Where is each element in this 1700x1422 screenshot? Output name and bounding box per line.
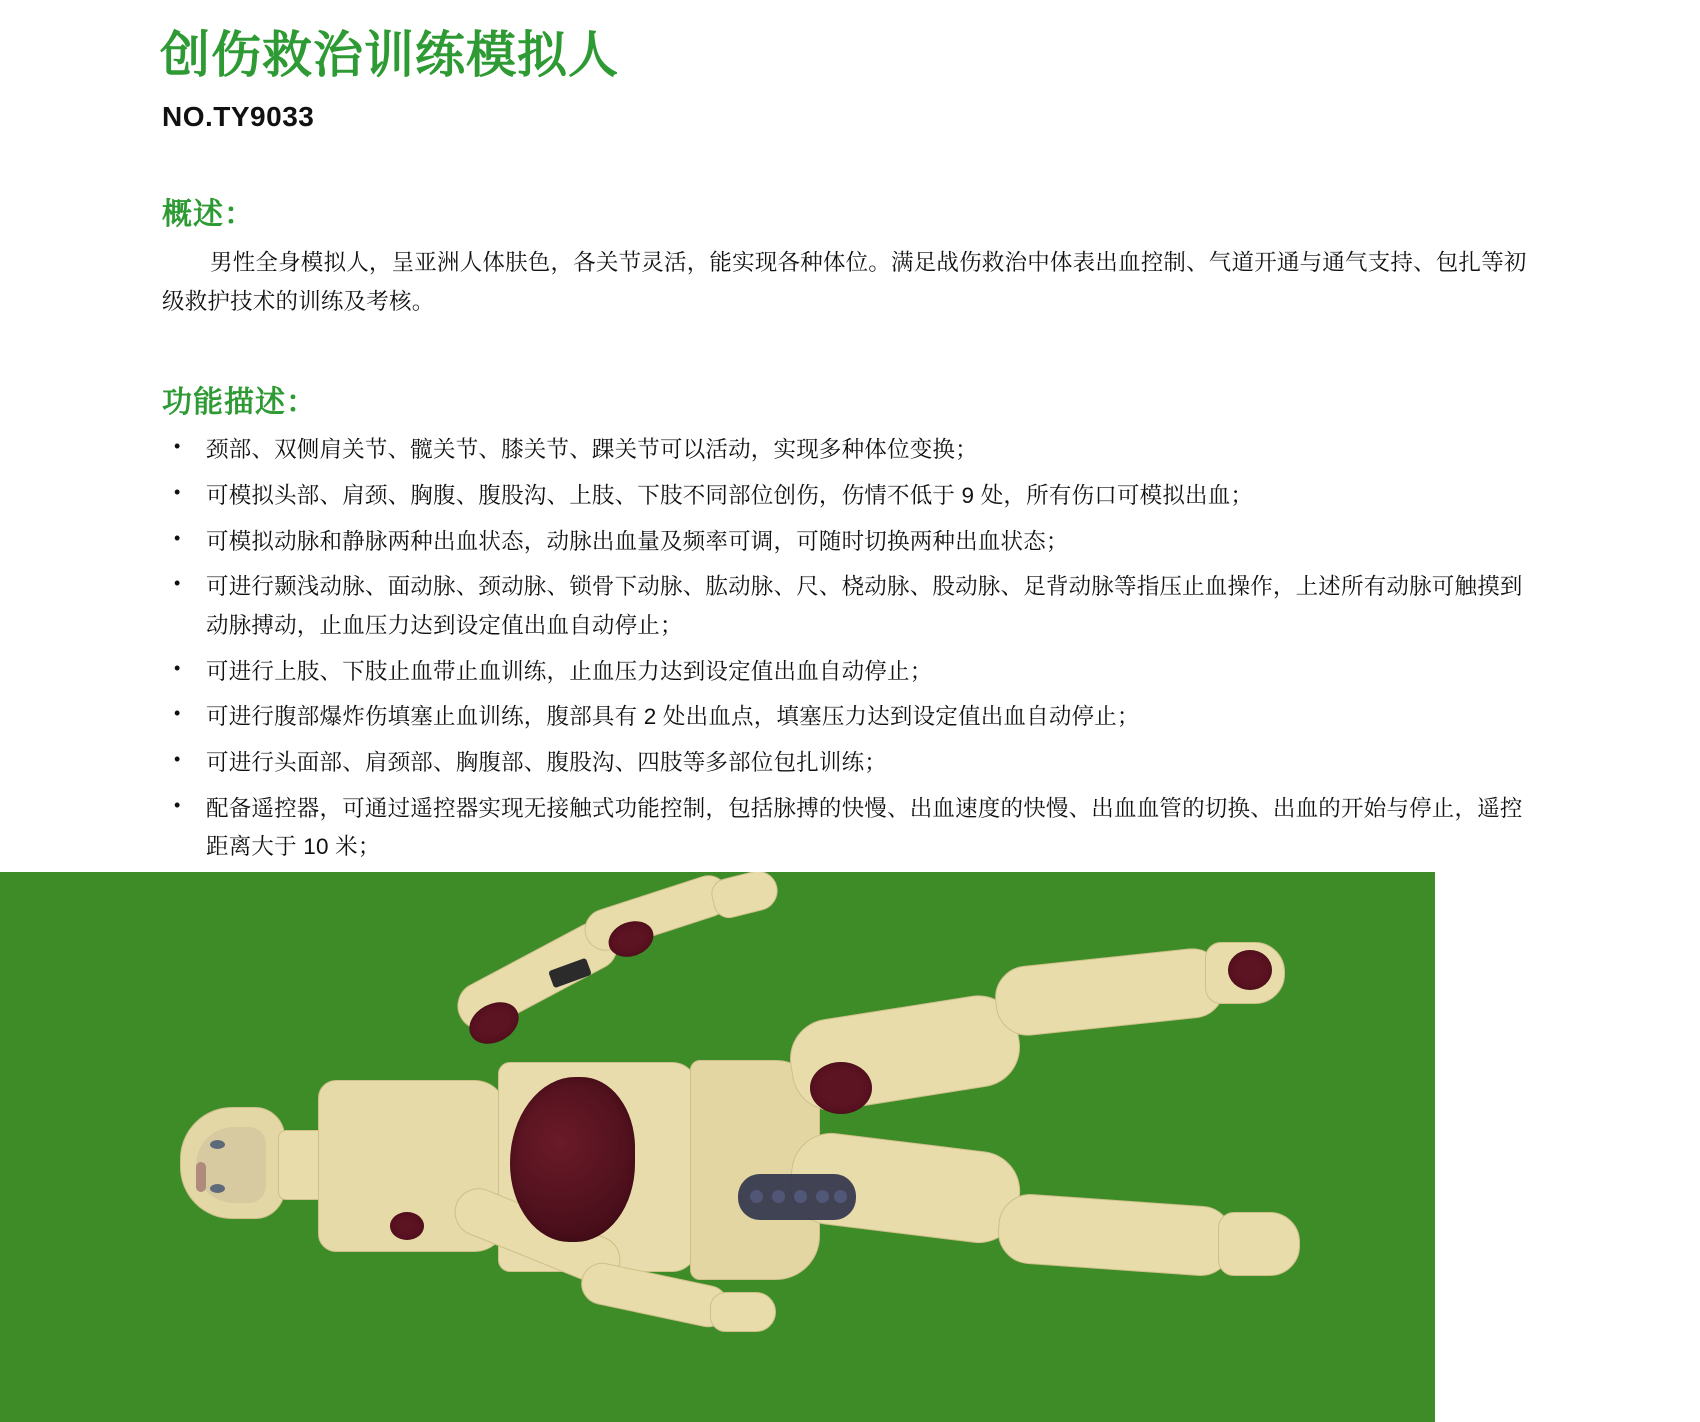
bullet-glyph: • — [174, 527, 181, 548]
feature-text: 可进行腹部爆炸伤填塞止血训练，腹部具有 2 处出血点，填塞压力达到设定值出血自动停止； — [206, 704, 1140, 730]
photo-white-margin — [1435, 872, 1700, 1422]
overview-paragraph: 男性全身模拟人，呈亚洲人体肤色，各关节灵活，能实现各种体位。满足战伤救治中体表出血控制、气道开通与通气支持、包扎等初级救护技术的训练及考核。 — [162, 249, 1527, 314]
manikin-eye — [210, 1184, 225, 1193]
bullet-glyph: • — [174, 481, 181, 502]
manikin-face — [196, 1127, 266, 1203]
page-title: 创伤救治训练模拟人 — [160, 27, 619, 83]
product-photo — [0, 872, 1700, 1422]
wound-thigh — [810, 1062, 872, 1114]
list-item — [160, 477, 1540, 516]
list-item — [160, 744, 1540, 783]
manikin-lower-leg — [992, 945, 1228, 1039]
manikin-illustration — [150, 912, 1300, 1382]
list-item — [160, 568, 1540, 645]
bullet-glyph: • — [174, 703, 181, 724]
feature-text: 配备遥控器，可通过遥控器实现无接触式功能控制，包括脉搏的快慢、出血速度的快慢、出血血管的切换、出血的开始与停止，遥控距离大于 10 米； — [206, 795, 1523, 860]
manikin-eye — [210, 1140, 225, 1149]
model-number: NO.TY9033 — [162, 100, 315, 132]
list-item — [160, 431, 1540, 470]
bullet-glyph: • — [174, 794, 181, 815]
list-item — [160, 653, 1540, 692]
feature-text: 可进行颞浅动脉、面动脉、颈动脉、锁骨下动脉、肱动脉、尺、桡动脉、股动脉、足背动脉等指压止血操作，上述所有动脉可触摸到动脉搏动，止血压力达到设定值出血自动停止； — [206, 574, 1523, 638]
wound-hand — [1228, 950, 1272, 990]
bullet-glyph: • — [174, 436, 181, 457]
wound-abdomen — [510, 1077, 635, 1242]
manikin-hand — [710, 1292, 776, 1332]
feature-text: 可进行上肢、下肢止血带止血训练，止血压力达到设定值出血自动停止； — [206, 658, 933, 684]
list-item — [160, 698, 1540, 737]
bullet-glyph: • — [174, 749, 181, 770]
manikin-hand — [708, 872, 782, 921]
features-heading: 功能描述： — [162, 386, 317, 420]
wound-chest — [390, 1212, 424, 1240]
feature-text: 可进行头面部、肩颈部、胸腹部、腹股沟、四肢等多部位包扎训练； — [206, 750, 888, 776]
groin-wound-patch — [738, 1174, 856, 1220]
manikin-lower-leg — [996, 1192, 1235, 1278]
manikin-mouth — [196, 1162, 206, 1192]
feature-text: 可模拟头部、肩颈、胸腹、腹股沟、上肢、下肢不同部位创伤，伤情不低于 9 处，所有伤口可模拟出血； — [206, 482, 1254, 508]
feature-text: 可模拟动脉和静脉两种出血状态，动脉出血量及频率可调，可随时切换两种出血状态； — [206, 528, 1069, 554]
bullet-glyph: • — [174, 657, 181, 678]
list-item — [160, 790, 1540, 867]
feature-text: 颈部、双侧肩关节、髋关节、膝关节、踝关节可以活动，实现多种体位变换； — [206, 437, 978, 463]
list-item — [160, 523, 1540, 562]
manikin-foot — [1218, 1212, 1300, 1276]
bullet-glyph: • — [174, 573, 181, 594]
overview-heading: 概述： — [162, 197, 255, 231]
